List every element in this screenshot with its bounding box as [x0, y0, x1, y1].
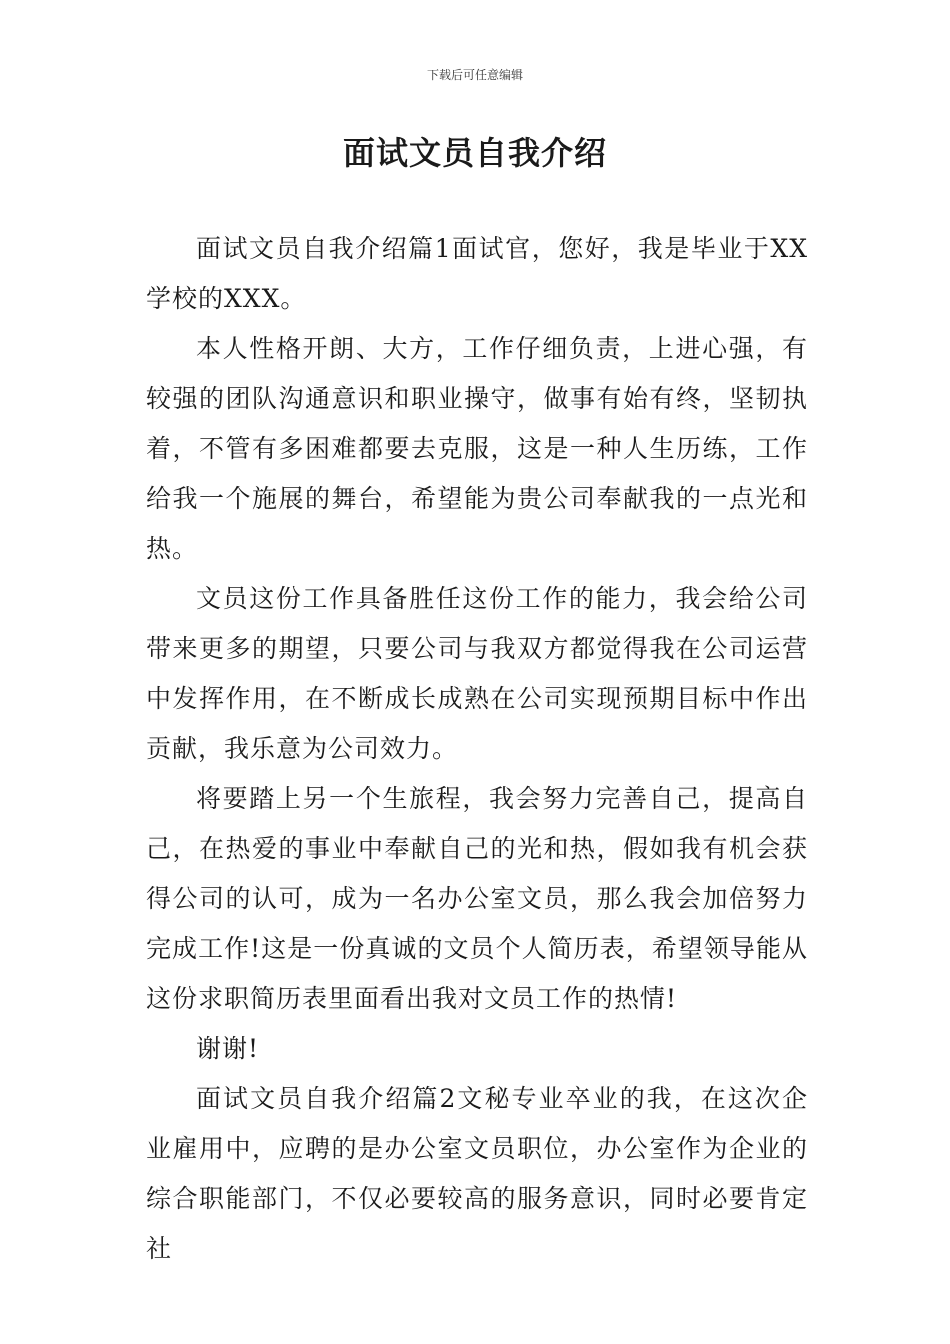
paragraph: 面试文员自我介绍篇1面试官，您好，我是毕业于XX学校的XXX。 — [146, 234, 808, 313]
paragraph: 文员这份工作具备胜任这份工作的能力，我会给公司带来更多的期望，只要公司与我双方都觉得我在公司运营中发挥作用，在不断成长成熟在公司实现预期目标中作出贡献，我乐意为公司效力。 — [146, 584, 808, 763]
paragraph: 将要踏上另一个生旅程，我会努力完善自己，提高自己，在热爱的事业中奉献自己的光和热，假如我有机会获得公司的认可，成为一名办公室文员，那么我会加倍努力完成工作!这是一份真诚的文员个人简历表，希望领导能从这份求职简历表里面看出我对文员工作的热情! — [146, 784, 808, 1013]
paragraph: 本人性格开朗、大方，工作仔细负责，上进心强，有较强的团队沟通意识和职业操守，做事有始有终，坚韧执着，不管有多困难都要去克服，这是一种人生历练，工作给我一个施展的舞台，希望能为贵公司奉献我的一点光和热。 — [146, 334, 808, 563]
paragraph: 谢谢! — [196, 1034, 260, 1063]
document-body — [146, 224, 808, 1274]
header-note: 下载后可任意编辑 — [426, 68, 523, 82]
document-title: 面试文员自我介绍 — [342, 134, 607, 172]
paragraph: 面试文员自我介绍篇2文秘专业卒业的我，在这次企业雇用中，应聘的是办公室文员职位，办公室作为企业的综合职能部门，不仅必要较高的服务意识，同时必要肯定社 — [146, 1084, 808, 1263]
